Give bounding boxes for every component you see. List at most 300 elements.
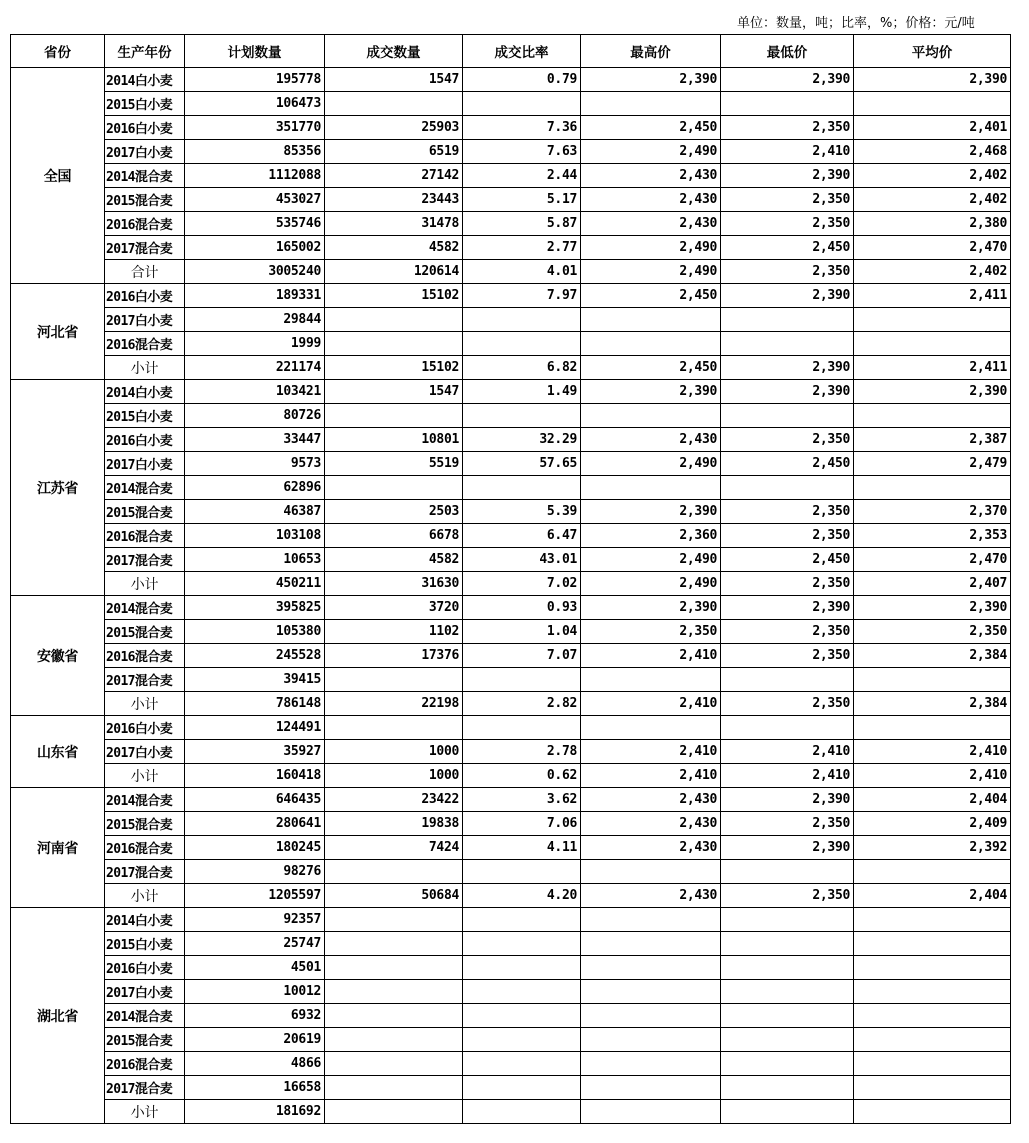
planned-qty-cell: 35927 [185, 740, 325, 764]
avg-price-cell: 2,470 [854, 236, 1011, 260]
deal-ratio-cell [463, 476, 581, 500]
deal-ratio-cell [463, 908, 581, 932]
table-row [11, 980, 1011, 1004]
header-deal-qty: 成交数量 [325, 35, 463, 68]
max-price-cell [581, 860, 721, 884]
planned-qty-cell: 1112088 [185, 164, 325, 188]
max-price-cell [581, 1028, 721, 1052]
table-row [11, 1076, 1011, 1100]
deal-ratio-cell [463, 404, 581, 428]
avg-price-cell [854, 980, 1011, 1004]
planned-qty-cell: 124491 [185, 716, 325, 740]
table-row [11, 716, 1011, 740]
planned-qty-cell: 33447 [185, 428, 325, 452]
avg-price-cell [854, 908, 1011, 932]
max-price-cell [581, 92, 721, 116]
avg-price-cell: 2,470 [854, 548, 1011, 572]
max-price-cell: 2,430 [581, 164, 721, 188]
province-cell: 江苏省 [11, 380, 105, 596]
avg-price-cell [854, 1100, 1011, 1124]
unit-note: 单位：数量，吨；比率，%；价格：元/吨 [737, 16, 975, 31]
table-row [11, 452, 1011, 476]
avg-price-cell [854, 332, 1011, 356]
planned-qty-cell: 29844 [185, 308, 325, 332]
deal-ratio-cell: 6.47 [463, 524, 581, 548]
avg-price-cell: 2,390 [854, 380, 1011, 404]
min-price-cell: 2,350 [721, 524, 854, 548]
table-row [11, 1100, 1011, 1124]
deal-ratio-cell [463, 956, 581, 980]
min-price-cell: 2,390 [721, 164, 854, 188]
min-price-cell [721, 1100, 854, 1124]
table-row [11, 788, 1011, 812]
deal-qty-cell [325, 1100, 463, 1124]
table-row [11, 836, 1011, 860]
table-row [11, 884, 1011, 908]
year-cell: 2014混合麦 [105, 164, 185, 188]
min-price-cell [721, 332, 854, 356]
year-cell: 小计 [105, 692, 185, 716]
avg-price-cell: 2,410 [854, 740, 1011, 764]
table-row [11, 1052, 1011, 1076]
planned-qty-cell: 351770 [185, 116, 325, 140]
avg-price-cell [854, 668, 1011, 692]
table-row [11, 620, 1011, 644]
deal-qty-cell: 3720 [325, 596, 463, 620]
deal-ratio-cell: 4.11 [463, 836, 581, 860]
planned-qty-cell: 1999 [185, 332, 325, 356]
min-price-cell [721, 92, 854, 116]
deal-qty-cell: 5519 [325, 452, 463, 476]
planned-qty-cell: 280641 [185, 812, 325, 836]
max-price-cell: 2,390 [581, 596, 721, 620]
deal-ratio-cell: 1.49 [463, 380, 581, 404]
header-year: 生产年份 [105, 35, 185, 68]
max-price-cell: 2,490 [581, 572, 721, 596]
max-price-cell: 2,350 [581, 620, 721, 644]
year-cell: 2016白小麦 [105, 716, 185, 740]
table-row [11, 356, 1011, 380]
deal-ratio-cell [463, 1052, 581, 1076]
avg-price-cell: 2,401 [854, 116, 1011, 140]
avg-price-cell [854, 476, 1011, 500]
avg-price-cell: 2,353 [854, 524, 1011, 548]
year-cell: 2016混合麦 [105, 212, 185, 236]
deal-ratio-cell: 0.79 [463, 68, 581, 92]
avg-price-cell: 2,479 [854, 452, 1011, 476]
min-price-cell [721, 1052, 854, 1076]
avg-price-cell: 2,392 [854, 836, 1011, 860]
deal-ratio-cell: 57.65 [463, 452, 581, 476]
deal-qty-cell: 17376 [325, 644, 463, 668]
planned-qty-cell: 195778 [185, 68, 325, 92]
max-price-cell [581, 476, 721, 500]
planned-qty-cell: 85356 [185, 140, 325, 164]
avg-price-cell [854, 1076, 1011, 1100]
table-row [11, 572, 1011, 596]
avg-price-cell: 2,410 [854, 764, 1011, 788]
max-price-cell: 2,490 [581, 260, 721, 284]
year-cell: 2016白小麦 [105, 116, 185, 140]
min-price-cell: 2,450 [721, 548, 854, 572]
table-row [11, 404, 1011, 428]
table-row [11, 212, 1011, 236]
year-cell: 2016混合麦 [105, 644, 185, 668]
planned-qty-cell: 10653 [185, 548, 325, 572]
avg-price-cell: 2,411 [854, 356, 1011, 380]
max-price-cell: 2,410 [581, 644, 721, 668]
avg-price-cell [854, 1052, 1011, 1076]
deal-qty-cell: 31478 [325, 212, 463, 236]
deal-qty-cell [325, 956, 463, 980]
table-row [11, 668, 1011, 692]
min-price-cell: 2,410 [721, 740, 854, 764]
avg-price-cell: 2,411 [854, 284, 1011, 308]
planned-qty-cell: 1205597 [185, 884, 325, 908]
deal-qty-cell: 1547 [325, 380, 463, 404]
year-cell: 2016混合麦 [105, 836, 185, 860]
min-price-cell: 2,350 [721, 500, 854, 524]
min-price-cell: 2,390 [721, 68, 854, 92]
deal-qty-cell [325, 716, 463, 740]
deal-ratio-cell [463, 1004, 581, 1028]
year-cell: 2015混合麦 [105, 500, 185, 524]
deal-qty-cell: 7424 [325, 836, 463, 860]
min-price-cell [721, 1004, 854, 1028]
deal-ratio-cell: 7.07 [463, 644, 581, 668]
year-cell: 2015白小麦 [105, 932, 185, 956]
min-price-cell: 2,390 [721, 284, 854, 308]
year-cell: 2017混合麦 [105, 548, 185, 572]
deal-qty-cell [325, 308, 463, 332]
table-row [11, 68, 1011, 92]
planned-qty-cell: 165002 [185, 236, 325, 260]
deal-qty-cell: 27142 [325, 164, 463, 188]
province-cell: 安徽省 [11, 596, 105, 716]
min-price-cell: 2,350 [721, 212, 854, 236]
avg-price-cell [854, 860, 1011, 884]
header-max-price: 最高价 [581, 35, 721, 68]
deal-qty-cell: 23422 [325, 788, 463, 812]
deal-ratio-cell [463, 332, 581, 356]
min-price-cell: 2,350 [721, 260, 854, 284]
min-price-cell: 2,350 [721, 428, 854, 452]
deal-ratio-cell: 7.63 [463, 140, 581, 164]
planned-qty-cell: 4501 [185, 956, 325, 980]
max-price-cell: 2,450 [581, 284, 721, 308]
table-row [11, 332, 1011, 356]
year-cell: 合计 [105, 260, 185, 284]
planned-qty-cell: 181692 [185, 1100, 325, 1124]
min-price-cell: 2,390 [721, 356, 854, 380]
year-cell: 2017白小麦 [105, 980, 185, 1004]
max-price-cell: 2,430 [581, 812, 721, 836]
year-cell: 小计 [105, 1100, 185, 1124]
table-row [11, 284, 1011, 308]
table-row [11, 764, 1011, 788]
min-price-cell [721, 956, 854, 980]
max-price-cell [581, 404, 721, 428]
min-price-cell: 2,390 [721, 596, 854, 620]
max-price-cell: 2,410 [581, 692, 721, 716]
planned-qty-cell: 98276 [185, 860, 325, 884]
table-row [11, 932, 1011, 956]
min-price-cell [721, 1076, 854, 1100]
min-price-cell: 2,350 [721, 812, 854, 836]
planned-qty-cell: 4866 [185, 1052, 325, 1076]
table-row [11, 740, 1011, 764]
deal-qty-cell [325, 908, 463, 932]
deal-ratio-cell [463, 1028, 581, 1052]
province-cell: 全国 [11, 68, 105, 284]
planned-qty-cell: 646435 [185, 788, 325, 812]
avg-price-cell: 2,390 [854, 596, 1011, 620]
deal-qty-cell [325, 932, 463, 956]
year-cell: 2014白小麦 [105, 68, 185, 92]
avg-price-cell: 2,350 [854, 620, 1011, 644]
year-cell: 2014白小麦 [105, 908, 185, 932]
deal-ratio-cell: 5.17 [463, 188, 581, 212]
max-price-cell [581, 308, 721, 332]
min-price-cell: 2,390 [721, 836, 854, 860]
avg-price-cell: 2,402 [854, 260, 1011, 284]
province-cell: 河北省 [11, 284, 105, 380]
deal-ratio-cell: 3.62 [463, 788, 581, 812]
deal-ratio-cell: 4.20 [463, 884, 581, 908]
min-price-cell [721, 716, 854, 740]
avg-price-cell: 2,380 [854, 212, 1011, 236]
deal-ratio-cell: 7.02 [463, 572, 581, 596]
deal-ratio-cell: 1.04 [463, 620, 581, 644]
max-price-cell [581, 668, 721, 692]
deal-ratio-cell: 2.78 [463, 740, 581, 764]
max-price-cell: 2,450 [581, 356, 721, 380]
wheat-auction-table [10, 34, 1011, 1124]
year-cell: 2017混合麦 [105, 1076, 185, 1100]
deal-qty-cell: 4582 [325, 548, 463, 572]
max-price-cell: 2,490 [581, 140, 721, 164]
min-price-cell: 2,410 [721, 140, 854, 164]
max-price-cell: 2,410 [581, 740, 721, 764]
year-cell: 2014混合麦 [105, 1004, 185, 1028]
province-cell: 河南省 [11, 788, 105, 908]
avg-price-cell: 2,384 [854, 692, 1011, 716]
year-cell: 2017白小麦 [105, 308, 185, 332]
deal-ratio-cell [463, 1076, 581, 1100]
deal-ratio-cell [463, 860, 581, 884]
min-price-cell [721, 932, 854, 956]
avg-price-cell: 2,402 [854, 188, 1011, 212]
planned-qty-cell: 6932 [185, 1004, 325, 1028]
planned-qty-cell: 62896 [185, 476, 325, 500]
deal-qty-cell: 23443 [325, 188, 463, 212]
year-cell: 2016混合麦 [105, 332, 185, 356]
min-price-cell [721, 860, 854, 884]
planned-qty-cell: 10012 [185, 980, 325, 1004]
avg-price-cell: 2,390 [854, 68, 1011, 92]
table-row [11, 476, 1011, 500]
planned-qty-cell: 9573 [185, 452, 325, 476]
header-deal-ratio: 成交比率 [463, 35, 581, 68]
table-row [11, 956, 1011, 980]
planned-qty-cell: 92357 [185, 908, 325, 932]
min-price-cell: 2,350 [721, 692, 854, 716]
max-price-cell: 2,390 [581, 500, 721, 524]
min-price-cell [721, 1028, 854, 1052]
max-price-cell [581, 932, 721, 956]
avg-price-cell [854, 1028, 1011, 1052]
planned-qty-cell: 103421 [185, 380, 325, 404]
year-cell: 2017白小麦 [105, 740, 185, 764]
avg-price-cell: 2,370 [854, 500, 1011, 524]
deal-ratio-cell: 2.82 [463, 692, 581, 716]
avg-price-cell: 2,409 [854, 812, 1011, 836]
deal-qty-cell: 1547 [325, 68, 463, 92]
max-price-cell: 2,430 [581, 428, 721, 452]
avg-price-cell [854, 404, 1011, 428]
year-cell: 2016白小麦 [105, 428, 185, 452]
max-price-cell: 2,430 [581, 836, 721, 860]
year-cell: 2014白小麦 [105, 380, 185, 404]
year-cell: 小计 [105, 764, 185, 788]
max-price-cell [581, 1052, 721, 1076]
deal-qty-cell [325, 332, 463, 356]
year-cell: 2014混合麦 [105, 788, 185, 812]
max-price-cell: 2,430 [581, 788, 721, 812]
planned-qty-cell: 46387 [185, 500, 325, 524]
table-row [11, 524, 1011, 548]
deal-qty-cell: 22198 [325, 692, 463, 716]
table-row [11, 188, 1011, 212]
year-cell: 2016白小麦 [105, 956, 185, 980]
planned-qty-cell: 189331 [185, 284, 325, 308]
table-row [11, 644, 1011, 668]
year-cell: 小计 [105, 884, 185, 908]
table-row [11, 116, 1011, 140]
max-price-cell: 2,450 [581, 116, 721, 140]
year-cell: 2017混合麦 [105, 668, 185, 692]
max-price-cell [581, 1100, 721, 1124]
max-price-cell: 2,490 [581, 452, 721, 476]
min-price-cell [721, 308, 854, 332]
planned-qty-cell: 160418 [185, 764, 325, 788]
avg-price-cell [854, 956, 1011, 980]
year-cell: 2017白小麦 [105, 452, 185, 476]
deal-ratio-cell: 7.97 [463, 284, 581, 308]
table-row [11, 1028, 1011, 1052]
deal-ratio-cell: 2.77 [463, 236, 581, 260]
planned-qty-cell: 180245 [185, 836, 325, 860]
province-cell: 山东省 [11, 716, 105, 788]
province-cell: 湖北省 [11, 908, 105, 1124]
deal-ratio-cell: 5.87 [463, 212, 581, 236]
year-cell: 2015白小麦 [105, 92, 185, 116]
table-row [11, 908, 1011, 932]
table-row [11, 380, 1011, 404]
planned-qty-cell: 25747 [185, 932, 325, 956]
table-row [11, 164, 1011, 188]
header-province: 省份 [11, 35, 105, 68]
deal-qty-cell: 6519 [325, 140, 463, 164]
avg-price-cell: 2,402 [854, 164, 1011, 188]
deal-ratio-cell: 4.01 [463, 260, 581, 284]
deal-ratio-cell [463, 668, 581, 692]
deal-ratio-cell [463, 1100, 581, 1124]
year-cell: 2014混合麦 [105, 596, 185, 620]
max-price-cell [581, 980, 721, 1004]
max-price-cell: 2,430 [581, 188, 721, 212]
deal-ratio-cell: 43.01 [463, 548, 581, 572]
table-row [11, 92, 1011, 116]
max-price-cell: 2,410 [581, 764, 721, 788]
min-price-cell [721, 908, 854, 932]
avg-price-cell [854, 92, 1011, 116]
deal-qty-cell [325, 1052, 463, 1076]
year-cell: 2014混合麦 [105, 476, 185, 500]
min-price-cell: 2,350 [721, 116, 854, 140]
header-row [11, 35, 1011, 68]
min-price-cell [721, 476, 854, 500]
table-row [11, 812, 1011, 836]
table-row [11, 140, 1011, 164]
deal-ratio-cell [463, 716, 581, 740]
planned-qty-cell: 450211 [185, 572, 325, 596]
table-row [11, 236, 1011, 260]
min-price-cell [721, 668, 854, 692]
max-price-cell [581, 908, 721, 932]
planned-qty-cell: 105380 [185, 620, 325, 644]
max-price-cell: 2,390 [581, 68, 721, 92]
avg-price-cell: 2,404 [854, 884, 1011, 908]
min-price-cell: 2,410 [721, 764, 854, 788]
deal-qty-cell [325, 92, 463, 116]
max-price-cell [581, 332, 721, 356]
table-row [11, 308, 1011, 332]
table-row [11, 548, 1011, 572]
year-cell: 2015混合麦 [105, 188, 185, 212]
year-cell: 2016白小麦 [105, 284, 185, 308]
deal-qty-cell: 1000 [325, 764, 463, 788]
planned-qty-cell: 16658 [185, 1076, 325, 1100]
year-cell: 2016混合麦 [105, 524, 185, 548]
deal-qty-cell: 10801 [325, 428, 463, 452]
deal-qty-cell: 15102 [325, 356, 463, 380]
avg-price-cell: 2,468 [854, 140, 1011, 164]
planned-qty-cell: 786148 [185, 692, 325, 716]
table-row [11, 1004, 1011, 1028]
max-price-cell: 2,430 [581, 884, 721, 908]
header-min-price: 最低价 [721, 35, 854, 68]
deal-qty-cell [325, 1076, 463, 1100]
year-cell: 2017混合麦 [105, 860, 185, 884]
deal-qty-cell [325, 980, 463, 1004]
max-price-cell [581, 716, 721, 740]
deal-qty-cell [325, 404, 463, 428]
table-row [11, 860, 1011, 884]
year-cell: 2015混合麦 [105, 1028, 185, 1052]
deal-qty-cell: 31630 [325, 572, 463, 596]
table-row [11, 596, 1011, 620]
deal-qty-cell [325, 860, 463, 884]
min-price-cell [721, 404, 854, 428]
min-price-cell: 2,350 [721, 644, 854, 668]
avg-price-cell: 2,384 [854, 644, 1011, 668]
deal-ratio-cell [463, 308, 581, 332]
year-cell: 小计 [105, 356, 185, 380]
deal-ratio-cell [463, 92, 581, 116]
max-price-cell [581, 1004, 721, 1028]
year-cell: 小计 [105, 572, 185, 596]
